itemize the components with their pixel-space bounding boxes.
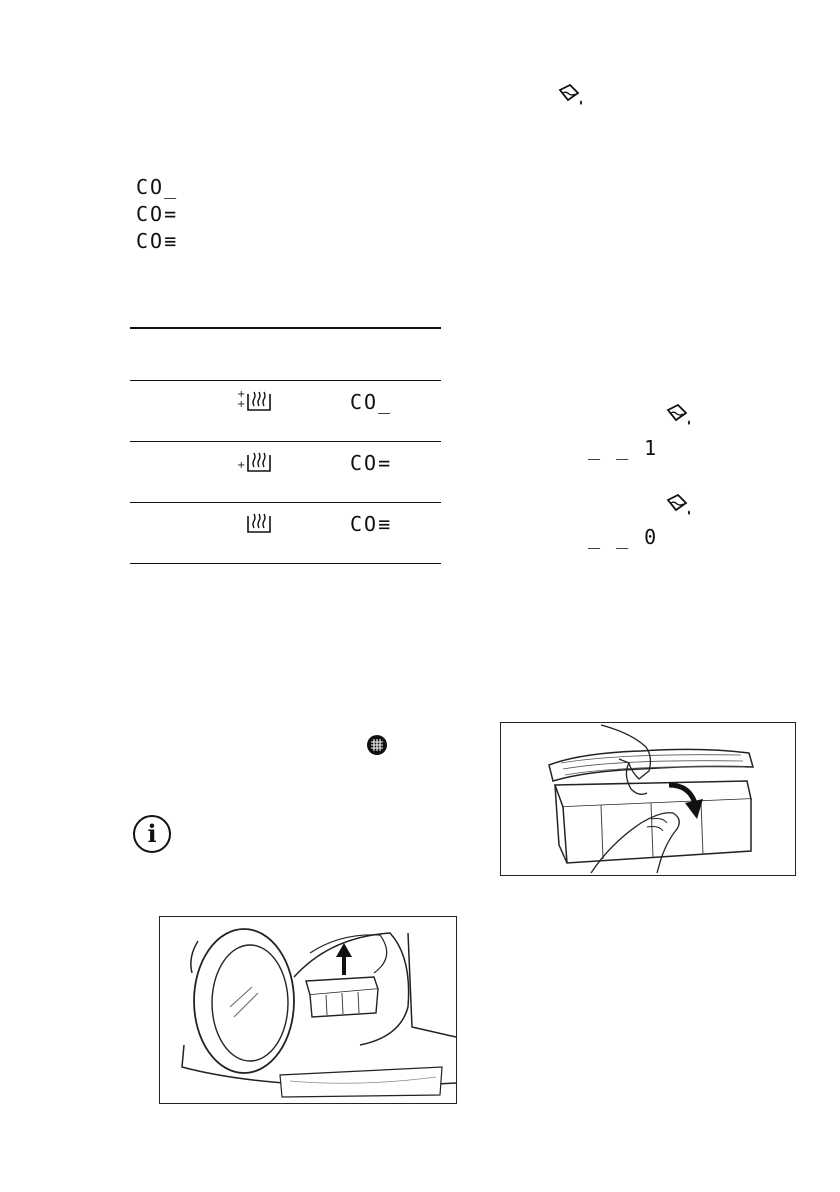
display-value-0: _ _ 0 bbox=[588, 525, 659, 549]
display-code-co-2: CO= bbox=[136, 202, 179, 226]
dryer-filter-removal-illustration bbox=[159, 916, 457, 1104]
display-code-co-1: CO_ bbox=[136, 175, 179, 199]
extra-dry-steam-icon bbox=[236, 388, 276, 414]
info-icon bbox=[133, 815, 171, 853]
table-code: CO= bbox=[350, 451, 393, 475]
info-symbol: i bbox=[147, 819, 157, 848]
display-value-1: _ _ 1 bbox=[588, 436, 659, 460]
table-rule bbox=[130, 502, 441, 503]
plus-dry-steam-icon bbox=[236, 449, 276, 475]
svg-text:+: + bbox=[237, 399, 246, 410]
table-rule bbox=[130, 380, 441, 381]
table-bottom-rule bbox=[130, 563, 441, 564]
water-container-pour-icon bbox=[664, 404, 694, 430]
svg-text:+: + bbox=[237, 460, 246, 471]
table-code: CO_ bbox=[350, 390, 393, 414]
table-rule bbox=[130, 441, 441, 442]
water-container-pour-icon bbox=[664, 494, 694, 520]
svg-text:+: + bbox=[237, 389, 246, 400]
water-container-pour-icon bbox=[556, 84, 586, 110]
filter-open-illustration bbox=[500, 722, 796, 876]
filter-grid-icon bbox=[366, 734, 388, 756]
table-top-rule bbox=[130, 327, 441, 329]
dry-steam-icon bbox=[236, 510, 276, 536]
display-code-co-3: CO≡ bbox=[136, 229, 179, 253]
table-code: CO≡ bbox=[350, 512, 393, 536]
